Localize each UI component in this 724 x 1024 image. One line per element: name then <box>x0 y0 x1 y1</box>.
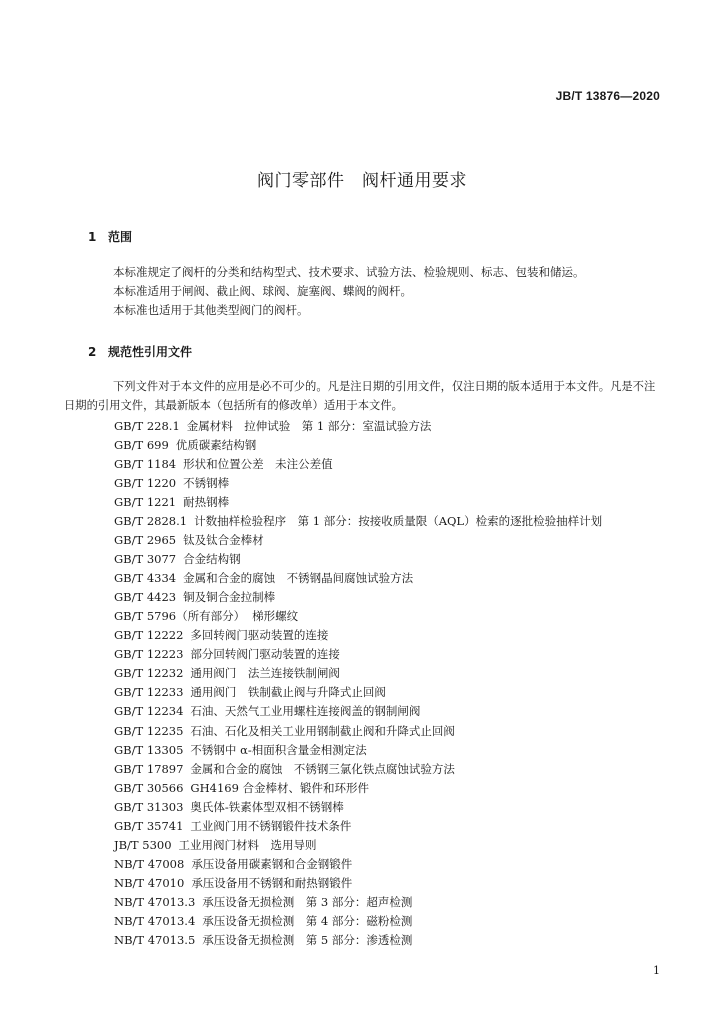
reference-title: 金属和合金的腐蚀 不锈钢晶间腐蚀试验方法 <box>183 571 414 586</box>
reference-code: GB/T 3077 <box>114 552 177 567</box>
reference-code: GB/T 12222 <box>114 628 184 643</box>
reference-code: GB/T 1220 <box>114 476 177 491</box>
section-2-intro: 下列文件对于本文件的应用是必不可少的。凡是注日期的引用文件，仅注日期的版本适用于本文件。凡是不注日期的引用文件，其最新版本（包括所有的修改单）适用于本文件。 <box>64 380 656 412</box>
reference-title: 工业阀门用不锈钢锻件技术条件 <box>190 818 352 833</box>
reference-code: GB/T 1184 <box>114 457 177 472</box>
reference-item <box>114 931 602 950</box>
reference-item <box>114 893 602 912</box>
section-2-heading <box>88 343 192 360</box>
reference-code: NB/T 47013.5 <box>114 932 196 947</box>
reference-item <box>114 779 602 798</box>
reference-item <box>114 626 602 645</box>
section-1-heading <box>88 228 132 245</box>
reference-item <box>114 664 602 683</box>
reference-title: 金属和合金的腐蚀 不锈钢三氯化铁点腐蚀试验方法 <box>190 761 455 776</box>
reference-title: 形状和位置公差 未注公差值 <box>183 457 333 472</box>
reference-code: GB/T 12223 <box>114 647 184 662</box>
reference-title: 石油、天然气工业用螺柱连接阀盖的钢制闸阀 <box>190 704 421 719</box>
reference-title: 计数抽样检验程序 第 1 部分：按接收质量限（AQL）检索的逐批检验抽样计划 <box>194 514 603 529</box>
reference-title: 耐热钢棒 <box>183 495 230 510</box>
reference-code: GB/T 4423 <box>114 590 177 605</box>
reference-code: GB/T 13305 <box>114 742 184 757</box>
reference-item <box>114 836 602 855</box>
reference-code: JB/T 5300 <box>114 837 172 852</box>
reference-code: GB/T 35741 <box>114 818 184 833</box>
reference-code: GB/T 228.1 <box>114 419 180 433</box>
reference-code: GB/T 12233 <box>114 685 184 700</box>
reference-code: GB/T 5796（所有部分） <box>114 609 246 624</box>
normative-references-list <box>114 417 602 950</box>
reference-title: 石油、石化及相关工业用钢制截止阀和升降式止回阀 <box>190 723 455 738</box>
reference-item <box>114 741 602 760</box>
reference-title: 承压设备无损检测 第 5 部分：渗透检测 <box>202 932 413 947</box>
reference-title: 承压设备无损检测 第 4 部分：磁粉检测 <box>202 913 413 928</box>
reference-item <box>114 588 602 607</box>
reference-code: NB/T 47013.4 <box>114 913 196 928</box>
reference-title: 优质碳素结构钢 <box>175 438 257 453</box>
reference-title: 承压设备无损检测 第 3 部分：超声检测 <box>202 894 413 909</box>
reference-code: NB/T 47013.3 <box>114 894 196 909</box>
reference-code: GB/T 31303 <box>114 799 184 814</box>
reference-item <box>114 874 602 893</box>
reference-item <box>114 550 602 569</box>
reference-item <box>114 455 602 474</box>
reference-item <box>114 798 602 817</box>
reference-title: 工业用阀门材料 选用导则 <box>178 837 317 852</box>
reference-title: GH4169 合金棒材、锻件和环形件 <box>190 780 370 795</box>
reference-item <box>114 702 602 721</box>
reference-title: 承压设备用不锈钢和耐热钢锻件 <box>191 875 353 890</box>
section-2-number: 2 <box>88 345 97 359</box>
reference-title: 多回转阀门驱动装置的连接 <box>190 628 329 643</box>
standard-number: JB/T 13876—2020 <box>555 89 660 103</box>
document-title: 阀门零部件 阀杆通用要求 <box>257 171 467 191</box>
reference-item <box>114 417 602 436</box>
reference-item <box>114 493 602 512</box>
section-2-title: 规范性引用文件 <box>108 345 193 359</box>
reference-code: GB/T 17897 <box>114 761 184 776</box>
reference-item <box>114 855 602 874</box>
reference-code: GB/T 4334 <box>114 571 177 586</box>
reference-code: GB/T 2965 <box>114 533 177 548</box>
reference-code: NB/T 47008 <box>114 856 185 871</box>
section-1-title: 范围 <box>108 230 133 244</box>
reference-item <box>114 474 602 493</box>
reference-item <box>114 531 602 550</box>
section-1-number: 1 <box>88 230 97 244</box>
reference-item <box>114 722 602 741</box>
reference-item <box>114 569 602 588</box>
reference-title: 金属材料 拉伸试验 第 1 部分：室温试验方法 <box>186 419 432 433</box>
reference-item <box>114 512 602 531</box>
reference-item <box>114 683 602 702</box>
page-number: 1 <box>653 964 660 977</box>
reference-code: GB/T 12234 <box>114 704 184 719</box>
reference-item <box>114 436 602 455</box>
reference-title: 铜及铜合金拉制棒 <box>183 590 276 605</box>
reference-code: GB/T 30566 <box>114 780 184 795</box>
reference-item <box>114 607 602 626</box>
reference-item <box>114 817 602 836</box>
reference-item <box>114 912 602 931</box>
reference-item <box>114 645 602 664</box>
reference-title: 通用阀门 铁制截止阀与升降式止回阀 <box>190 685 386 700</box>
reference-title: 合金结构钢 <box>183 552 241 567</box>
reference-code: GB/T 1221 <box>114 495 177 510</box>
section-1-paragraph-2: 本标准适用于闸阀、截止阀、球阀、旋塞阀、蝶阀的阀杆。 <box>113 284 412 298</box>
reference-code: NB/T 47010 <box>114 875 185 890</box>
reference-title: 部分回转阀门驱动装置的连接 <box>190 647 340 662</box>
reference-code: GB/T 699 <box>114 438 169 453</box>
reference-code: GB/T 12232 <box>114 666 184 681</box>
reference-code: GB/T 2828.1 <box>114 514 188 529</box>
reference-title: 奥氏体-铁素体型双相不锈钢棒 <box>190 799 344 814</box>
reference-title: 承压设备用碳素钢和合金钢锻件 <box>191 856 353 871</box>
reference-title: 不锈钢棒 <box>183 476 230 491</box>
section-1-paragraph-1: 本标准规定了阀杆的分类和结构型式、技术要求、试验方法、检验规则、标志、包装和储运。 <box>113 265 585 279</box>
reference-title: 梯形螺纹 <box>252 609 299 624</box>
reference-title: 钛及钛合金棒材 <box>183 533 264 548</box>
reference-item <box>114 760 602 779</box>
reference-title: 不锈钢中 α-相面积含量金相测定法 <box>190 742 367 757</box>
section-1-paragraph-3: 本标准也适用于其他类型阀门的阀杆。 <box>113 303 309 317</box>
reference-title: 通用阀门 法兰连接铁制闸阀 <box>190 666 340 681</box>
reference-code: GB/T 12235 <box>114 723 184 738</box>
